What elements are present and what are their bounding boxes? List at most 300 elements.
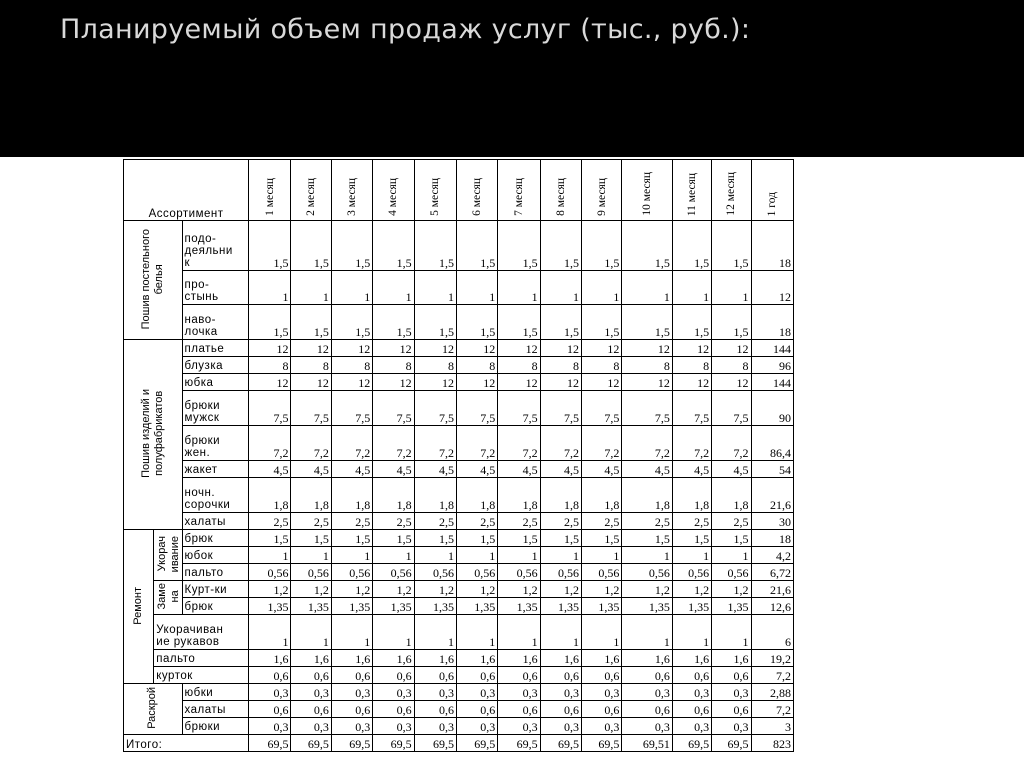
- value-cell: 1: [540, 271, 581, 305]
- value-cell: 1: [540, 615, 581, 650]
- value-cell: 0,6: [622, 667, 672, 684]
- value-cell: 1: [582, 547, 622, 564]
- value-cell: 1: [456, 547, 497, 564]
- table-row: [124, 598, 794, 615]
- value-cell: 2,5: [249, 513, 291, 530]
- value-cell: 7,5: [331, 391, 372, 426]
- value-cell: 7,2: [582, 426, 622, 461]
- item-name: брюк: [182, 598, 249, 615]
- table-row: [124, 530, 794, 547]
- table-row: [124, 547, 794, 564]
- value-cell: 1,35: [622, 598, 672, 615]
- value-cell: 0,6: [373, 701, 414, 718]
- value-cell: 0,6: [291, 667, 331, 684]
- group-label: Заме на: [154, 581, 182, 615]
- value-cell: 0,3: [712, 684, 751, 701]
- value-cell: 1: [414, 271, 456, 305]
- value-cell: 1,35: [498, 598, 540, 615]
- value-cell: 7,2: [456, 426, 497, 461]
- year-total-cell: 90: [751, 391, 793, 426]
- value-cell: 1,5: [498, 221, 540, 271]
- year-total-cell: 54: [751, 461, 793, 478]
- total-cell: 69,5: [331, 735, 372, 752]
- value-cell: 1,8: [582, 478, 622, 513]
- value-cell: 1,5: [249, 221, 291, 271]
- value-cell: 1: [331, 271, 372, 305]
- value-cell: 1,35: [582, 598, 622, 615]
- value-cell: 0,3: [540, 718, 581, 735]
- value-cell: 0,3: [582, 718, 622, 735]
- value-cell: 1,6: [672, 650, 711, 667]
- table-row: [124, 684, 794, 701]
- month-header: 9 месяц: [582, 160, 622, 221]
- value-cell: 1: [456, 615, 497, 650]
- value-cell: 0,56: [712, 564, 751, 581]
- value-cell: 0,3: [672, 718, 711, 735]
- year-total-cell: 86,4: [751, 426, 793, 461]
- year-header: 1 год: [751, 160, 793, 221]
- value-cell: 7,2: [712, 426, 751, 461]
- value-cell: 4,5: [498, 461, 540, 478]
- value-cell: 0,6: [456, 701, 497, 718]
- value-cell: 8: [622, 357, 672, 374]
- group-label: Раскрой: [124, 684, 183, 735]
- table-row: [124, 357, 794, 374]
- month-header: 4 месяц: [373, 160, 414, 221]
- value-cell: 1,5: [373, 530, 414, 547]
- value-cell: 7,5: [582, 391, 622, 426]
- value-cell: 1: [672, 615, 711, 650]
- value-cell: 7,2: [540, 426, 581, 461]
- value-cell: 1,6: [498, 650, 540, 667]
- value-cell: 1,35: [712, 598, 751, 615]
- year-total-cell: 144: [751, 374, 793, 391]
- item-name: халаты: [182, 701, 249, 718]
- month-header: 3 месяц: [331, 160, 372, 221]
- value-cell: 1,5: [622, 305, 672, 340]
- year-total-cell: 144: [751, 340, 793, 357]
- month-header: 11 месяц: [672, 160, 711, 221]
- value-cell: 0,3: [291, 718, 331, 735]
- value-cell: 1,6: [331, 650, 372, 667]
- value-cell: 12: [672, 340, 711, 357]
- year-total-cell: 12,6: [751, 598, 793, 615]
- value-cell: 8: [291, 357, 331, 374]
- value-cell: 0,6: [712, 667, 751, 684]
- total-cell: 69,5: [373, 735, 414, 752]
- value-cell: 0,56: [373, 564, 414, 581]
- value-cell: 4,5: [291, 461, 331, 478]
- value-cell: 2,5: [291, 513, 331, 530]
- value-cell: 1,5: [498, 530, 540, 547]
- value-cell: 7,5: [291, 391, 331, 426]
- value-cell: 8: [456, 357, 497, 374]
- value-cell: 1,5: [249, 305, 291, 340]
- table-row: [124, 581, 794, 598]
- value-cell: 7,5: [712, 391, 751, 426]
- value-cell: 1,6: [249, 650, 291, 667]
- value-cell: 1: [249, 271, 291, 305]
- table-row: [124, 564, 794, 581]
- value-cell: 1: [582, 615, 622, 650]
- table-row: [124, 667, 794, 684]
- value-cell: 0,3: [331, 684, 372, 701]
- value-cell: 1,5: [582, 221, 622, 271]
- item-name: блузка: [182, 357, 249, 374]
- total-cell: 69,5: [456, 735, 497, 752]
- value-cell: 0,3: [622, 684, 672, 701]
- month-header: 1 месяц: [249, 160, 291, 221]
- total-cell: 69,5: [498, 735, 540, 752]
- month-header: 5 месяц: [414, 160, 456, 221]
- value-cell: 8: [582, 357, 622, 374]
- table-row: [124, 701, 794, 718]
- value-cell: 1,5: [540, 305, 581, 340]
- month-header: 6 месяц: [456, 160, 497, 221]
- value-cell: 1: [373, 547, 414, 564]
- assortment-header: Ассортимент: [124, 160, 249, 221]
- value-cell: 8: [672, 357, 711, 374]
- value-cell: 1,8: [540, 478, 581, 513]
- value-cell: 12: [249, 374, 291, 391]
- value-cell: 1,5: [331, 221, 372, 271]
- value-cell: 1: [291, 615, 331, 650]
- value-cell: 1,35: [249, 598, 291, 615]
- value-cell: 1,5: [712, 305, 751, 340]
- value-cell: 12: [249, 340, 291, 357]
- value-cell: 1,35: [414, 598, 456, 615]
- value-cell: 0,56: [331, 564, 372, 581]
- value-cell: 1: [498, 547, 540, 564]
- value-cell: 1,6: [291, 650, 331, 667]
- value-cell: 1,5: [456, 221, 497, 271]
- total-cell: 69,5: [540, 735, 581, 752]
- value-cell: 1,5: [672, 221, 711, 271]
- total-cell: 69,5: [291, 735, 331, 752]
- value-cell: 1: [582, 271, 622, 305]
- value-cell: 0,3: [456, 684, 497, 701]
- value-cell: 8: [540, 357, 581, 374]
- value-cell: 1: [622, 547, 672, 564]
- value-cell: 0,3: [331, 718, 372, 735]
- value-cell: 0,56: [249, 564, 291, 581]
- item-name: пальто: [182, 564, 249, 581]
- value-cell: 0,6: [582, 701, 622, 718]
- value-cell: 1,5: [291, 530, 331, 547]
- table-row: [124, 305, 794, 340]
- table-row: [124, 374, 794, 391]
- value-cell: 0,3: [498, 684, 540, 701]
- total-cell: 69,5: [672, 735, 711, 752]
- total-row: [124, 735, 794, 752]
- value-cell: 1,35: [540, 598, 581, 615]
- value-cell: 1: [291, 271, 331, 305]
- value-cell: 0,6: [672, 701, 711, 718]
- item-name: юбки: [182, 684, 249, 701]
- table-row: [124, 271, 794, 305]
- item-name: брюки: [182, 718, 249, 735]
- value-cell: 7,5: [373, 391, 414, 426]
- value-cell: 1,5: [291, 221, 331, 271]
- value-cell: 1: [331, 547, 372, 564]
- value-cell: 2,5: [498, 513, 540, 530]
- value-cell: 1,6: [414, 650, 456, 667]
- value-cell: 1: [712, 547, 751, 564]
- value-cell: 4,5: [622, 461, 672, 478]
- value-cell: 0,3: [712, 718, 751, 735]
- value-cell: 2,5: [373, 513, 414, 530]
- value-cell: 7,2: [291, 426, 331, 461]
- item-name: подо- деяльни к: [182, 221, 249, 271]
- value-cell: 1: [498, 615, 540, 650]
- year-total-cell: 21,6: [751, 581, 793, 598]
- value-cell: 0,6: [414, 667, 456, 684]
- item-name: юбка: [182, 374, 249, 391]
- value-cell: 0,3: [540, 684, 581, 701]
- year-total-cell: 30: [751, 513, 793, 530]
- value-cell: 7,5: [622, 391, 672, 426]
- value-cell: 4,5: [672, 461, 711, 478]
- item-name: ночн. сорочки: [182, 478, 249, 513]
- item-name: Курт-ки: [182, 581, 249, 598]
- value-cell: 1,35: [291, 598, 331, 615]
- value-cell: 1,5: [540, 530, 581, 547]
- year-total-cell: 4,2: [751, 547, 793, 564]
- value-cell: 2,5: [712, 513, 751, 530]
- value-cell: 1,2: [291, 581, 331, 598]
- value-cell: 1,8: [456, 478, 497, 513]
- value-cell: 12: [672, 374, 711, 391]
- item-name: про- стынь: [182, 271, 249, 305]
- value-cell: 2,5: [582, 513, 622, 530]
- value-cell: 12: [291, 374, 331, 391]
- value-cell: 12: [414, 340, 456, 357]
- item-name: Укорачиван ие рукавов: [154, 615, 249, 650]
- value-cell: 1,6: [373, 650, 414, 667]
- value-cell: 1,5: [498, 305, 540, 340]
- value-cell: 0,56: [414, 564, 456, 581]
- year-total-cell: 2,88: [751, 684, 793, 701]
- value-cell: 12: [498, 374, 540, 391]
- value-cell: 12: [331, 340, 372, 357]
- table-row: [124, 340, 794, 357]
- item-name: брюки жен.: [182, 426, 249, 461]
- value-cell: 4,5: [582, 461, 622, 478]
- value-cell: 12: [622, 340, 672, 357]
- value-cell: 8: [331, 357, 372, 374]
- value-cell: 1,2: [582, 581, 622, 598]
- value-cell: 1,8: [249, 478, 291, 513]
- value-cell: 0,6: [622, 701, 672, 718]
- value-cell: 7,2: [498, 426, 540, 461]
- value-cell: 0,6: [540, 701, 581, 718]
- value-cell: 12: [291, 340, 331, 357]
- value-cell: 1,2: [622, 581, 672, 598]
- value-cell: 2,5: [540, 513, 581, 530]
- year-total-cell: 19,2: [751, 650, 793, 667]
- value-cell: 1,6: [540, 650, 581, 667]
- year-total-cell: 12: [751, 271, 793, 305]
- item-name: платье: [182, 340, 249, 357]
- value-cell: 1,2: [414, 581, 456, 598]
- month-header: 12 месяц: [712, 160, 751, 221]
- value-cell: 1: [291, 547, 331, 564]
- value-cell: 1: [414, 615, 456, 650]
- value-cell: 7,5: [456, 391, 497, 426]
- month-header: 2 месяц: [291, 160, 331, 221]
- year-total-cell: 96: [751, 357, 793, 374]
- value-cell: 1,6: [582, 650, 622, 667]
- year-total-cell: 6: [751, 615, 793, 650]
- value-cell: 2,5: [672, 513, 711, 530]
- value-cell: 0,6: [331, 701, 372, 718]
- sales-plan-table: [123, 159, 794, 752]
- value-cell: 1: [498, 271, 540, 305]
- item-name: жакет: [182, 461, 249, 478]
- value-cell: 0,3: [414, 684, 456, 701]
- value-cell: 0,6: [672, 667, 711, 684]
- value-cell: 1,2: [331, 581, 372, 598]
- value-cell: 0,6: [582, 667, 622, 684]
- total-label: Итого:: [124, 735, 249, 752]
- value-cell: 4,5: [249, 461, 291, 478]
- value-cell: 1,5: [582, 305, 622, 340]
- group-label: Ремонт: [124, 530, 154, 684]
- value-cell: 4,5: [712, 461, 751, 478]
- value-cell: 1,2: [712, 581, 751, 598]
- value-cell: 1,5: [373, 221, 414, 271]
- value-cell: 1: [540, 547, 581, 564]
- value-cell: 7,5: [498, 391, 540, 426]
- value-cell: 0,6: [249, 667, 291, 684]
- value-cell: 8: [498, 357, 540, 374]
- value-cell: 0,3: [249, 718, 291, 735]
- value-cell: 1: [672, 271, 711, 305]
- value-cell: 12: [498, 340, 540, 357]
- table-row: [124, 478, 794, 513]
- value-cell: 7,2: [414, 426, 456, 461]
- value-cell: 12: [373, 374, 414, 391]
- value-cell: 0,6: [456, 667, 497, 684]
- value-cell: 1,5: [249, 530, 291, 547]
- value-cell: 1: [672, 547, 711, 564]
- value-cell: 1,8: [373, 478, 414, 513]
- value-cell: 1: [249, 615, 291, 650]
- value-cell: 1,5: [540, 221, 581, 271]
- value-cell: 0,3: [582, 684, 622, 701]
- item-name: курток: [154, 667, 249, 684]
- value-cell: 1: [456, 271, 497, 305]
- value-cell: 12: [712, 374, 751, 391]
- value-cell: 12: [540, 374, 581, 391]
- value-cell: 0,3: [373, 684, 414, 701]
- value-cell: 12: [622, 374, 672, 391]
- value-cell: 1,5: [622, 221, 672, 271]
- value-cell: 0,3: [498, 718, 540, 735]
- value-cell: 1,5: [456, 530, 497, 547]
- month-header: 8 месяц: [540, 160, 581, 221]
- value-cell: 1,35: [456, 598, 497, 615]
- year-total-cell: 21,6: [751, 478, 793, 513]
- table-row: [124, 391, 794, 426]
- value-cell: 1,2: [373, 581, 414, 598]
- value-cell: 1,6: [712, 650, 751, 667]
- month-header: 7 месяц: [498, 160, 540, 221]
- value-cell: 7,2: [373, 426, 414, 461]
- year-total-cell: 3: [751, 718, 793, 735]
- value-cell: 0,6: [291, 701, 331, 718]
- value-cell: 7,5: [414, 391, 456, 426]
- value-cell: 1,5: [331, 305, 372, 340]
- value-cell: 4,5: [456, 461, 497, 478]
- value-cell: 4,5: [414, 461, 456, 478]
- value-cell: 1,8: [712, 478, 751, 513]
- item-name: брюки мужск: [182, 391, 249, 426]
- value-cell: 1,5: [414, 221, 456, 271]
- value-cell: 1,5: [414, 530, 456, 547]
- value-cell: 0,3: [291, 684, 331, 701]
- value-cell: 0,6: [249, 701, 291, 718]
- value-cell: 0,3: [249, 684, 291, 701]
- value-cell: 7,2: [249, 426, 291, 461]
- value-cell: 0,6: [712, 701, 751, 718]
- table-row: [124, 513, 794, 530]
- year-total-cell: 18: [751, 221, 793, 271]
- value-cell: 0,6: [373, 667, 414, 684]
- value-cell: 4,5: [540, 461, 581, 478]
- value-cell: 0,6: [498, 667, 540, 684]
- year-total-cell: 7,2: [751, 701, 793, 718]
- value-cell: 0,56: [582, 564, 622, 581]
- item-name: юбок: [182, 547, 249, 564]
- month-header: 10 месяц: [622, 160, 672, 221]
- value-cell: 2,5: [622, 513, 672, 530]
- value-cell: 1: [373, 271, 414, 305]
- total-cell: 69,5: [414, 735, 456, 752]
- year-total-cell: 7,2: [751, 667, 793, 684]
- value-cell: 1,8: [414, 478, 456, 513]
- value-cell: 1,6: [456, 650, 497, 667]
- value-cell: 1: [712, 271, 751, 305]
- item-name: наво- лочка: [182, 305, 249, 340]
- table-row: [124, 718, 794, 735]
- value-cell: 12: [456, 374, 497, 391]
- table-row: [124, 615, 794, 650]
- value-cell: 1,8: [498, 478, 540, 513]
- value-cell: 1,2: [672, 581, 711, 598]
- value-cell: 1: [331, 615, 372, 650]
- value-cell: 1,5: [712, 221, 751, 271]
- group-label: Пошив постельного белья: [124, 221, 183, 340]
- value-cell: 0,3: [373, 718, 414, 735]
- value-cell: 1,2: [498, 581, 540, 598]
- value-cell: 1,5: [331, 530, 372, 547]
- value-cell: 1,5: [672, 530, 711, 547]
- value-cell: 8: [712, 357, 751, 374]
- value-cell: 1,5: [712, 530, 751, 547]
- value-cell: 1,5: [622, 530, 672, 547]
- value-cell: 0,6: [331, 667, 372, 684]
- value-cell: 1: [712, 615, 751, 650]
- value-cell: 1,8: [331, 478, 372, 513]
- value-cell: 1: [622, 271, 672, 305]
- value-cell: 1,35: [373, 598, 414, 615]
- value-cell: 1,35: [331, 598, 372, 615]
- value-cell: 1,5: [672, 305, 711, 340]
- value-cell: 12: [456, 340, 497, 357]
- year-total-cell: 18: [751, 530, 793, 547]
- total-cell: 69,51: [622, 735, 672, 752]
